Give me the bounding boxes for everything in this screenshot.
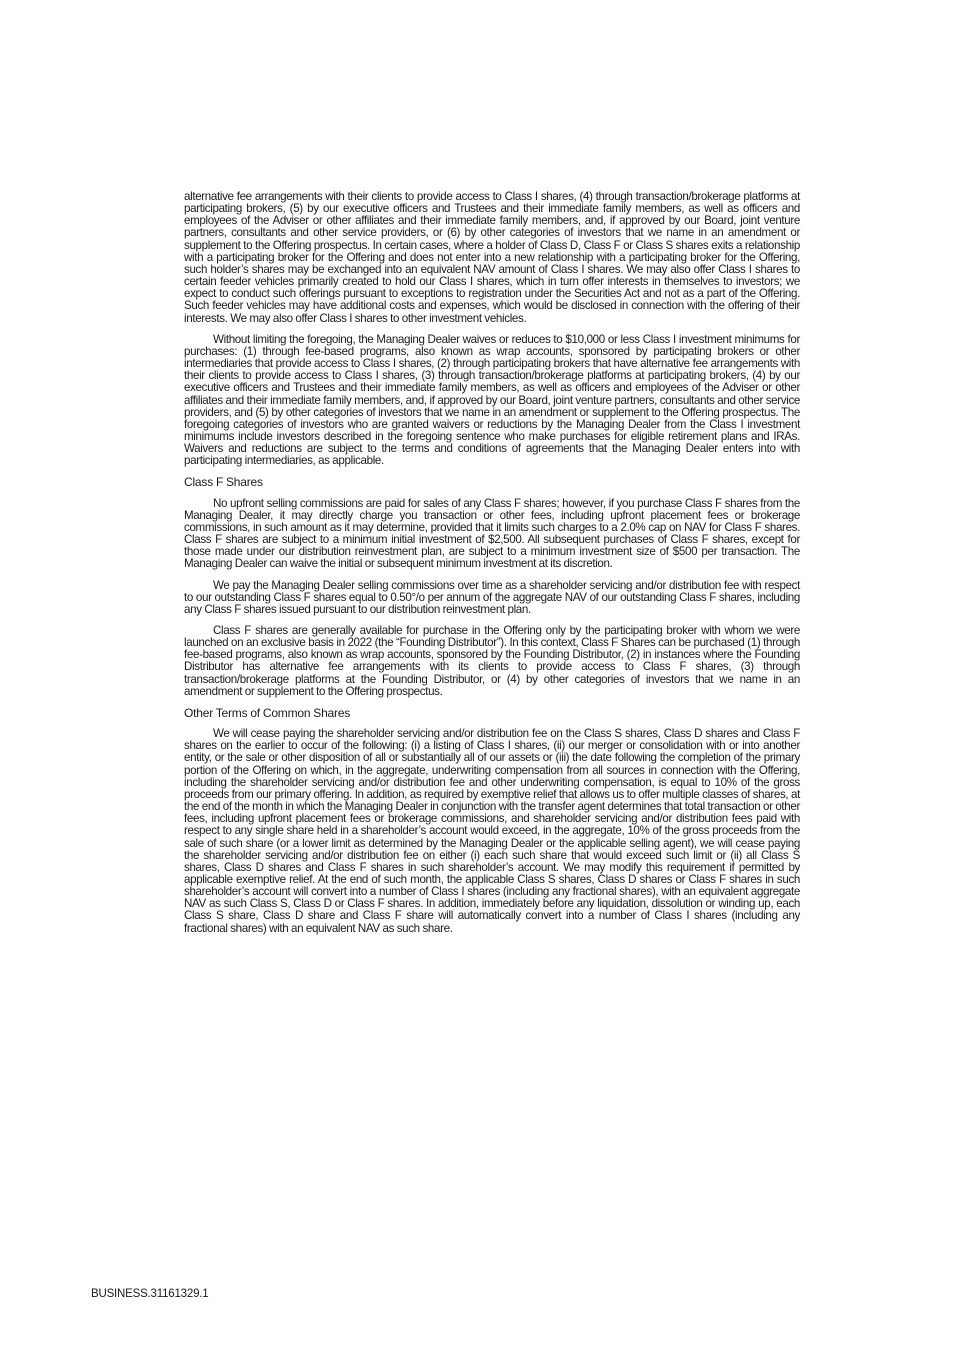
paragraph-class-f-commissions: No upfront selling commissions are paid for sales of any Class F shares; however, if you purchase Class F shares from the Managing Dealer, it may directly charge you transaction or other fees, including upfront placement fees or brokerage commissions, in such amount as it may determine, provided that it limits such charges to a 2.0% cap on NAV for Class F shares. Class F shares are subject to a minimum initial investment of $2,500. All subsequent purchases of Class F shares, except for those made under our distribution reinvestment plan, are subject to a minimum investment size of $500 per transaction. The Managing Dealer can waive the initial or subsequent minimum investment at its discretion. (184, 496, 800, 571)
document-body (184, 191, 800, 944)
paragraph-continuation: alternative fee arrangements with their clients to provide access to Class I shares, (4) through transaction/brokerage platforms at participating brokers, (5) by our executive officers and Trustees and their immediate family members, as well as officers and employees of the Adviser or other affiliates and their immediate family members, and, if approved by our Board, joint venture partners, consultants and other service providers, or (6) by other categories of investors that we name in an amendment or supplement to the Offering prospectus. In certain cases, where a holder of Class D, Class F or Class S shares exits a relationship with a participating broker for the Offering and does not enter into a new relationship with a participating broker for the Offering, such holder’s shares may be exchanged into an equivalent NAV amount of Class I shares. We may also offer Class I shares to certain feeder vehicles primarily created to hold our Class I shares, which in turn offer interests in themselves to investors; we expect to conduct such offerings pursuant to exceptions to registration under the Securities Act and not as a part of the Offering. Such feeder vehicles may have additional costs and expenses, which would be disclosed in connection with the offering of their interests. We may also offer Class I shares to other investment vehicles. (184, 190, 800, 325)
paragraph-other-terms: We will cease paying the shareholder servicing and/or distribution fee on the Class S shares, Class D shares and Class F shares on the earlier to occur of the following: (i) a listing of Class I shares, (ii) our merger or consolidation with or into another entity, or the sale or other disposition of all or substantially all of our assets or (iii) the date following the completion of the primary portion of the Offering on which, in the aggregate, underwriting compensation from all sources in connection with the Offering, including the shareholder servicing and/or distribution fee and other underwriting compensation, is equal to 10% of the gross proceeds from our primary offering. In addition, as required by exemptive relief that allows us to offer multiple classes of shares, at the end of the month in which the Managing Dealer in conjunction with the transfer agent determines that total transaction or other fees, including upfront placement fees or brokerage commissions, and shareholder servicing and/or distribution fees paid with respect to any single share held in a shareholder’s account would exceed, in the aggregate, 10% of the gross proceeds from the sale of such share (or a lower limit as determined by the Managing Dealer or the applicable selling agent), we will cease paying the shareholder servicing and/or distribution fee on either (i) each such share that would exceed such limit or (ii) all Class S shares, Class D shares and Class F shares in such shareholder’s account. We may modify this requirement if permitted by applicable exemptive relief. At the end of such month, the applicable Class S shares, Class D shares or Class F shares in such shareholder’s account will convert into a number of Class I shares (including any fractional shares), with an equivalent aggregate NAV as such Class S, Class D or Class F shares. In addition, immediately before any liquidation, dissolution or winding up, each Class S share, Class D share and Class F share will automatically convert into a number of Class I shares (including any fractional shares) with an equivalent NAV as such share. (184, 727, 800, 935)
paragraph-investment-minimums: Without limiting the foregoing, the Managing Dealer waives or reduces to $10,000 or less Class I investment minimums for purchases: (1) through fee-based programs, also known as wrap accounts, sponsored by participating brokers or other intermediaries that provide access to Class I shares, (2) through participating brokers that have alternative fee arrangements with their clients to provide access to Class I shares, (3) through transaction/brokerage platforms at participating brokers, (4) by our executive officers and Trustees and their immediate family members, as well as officers and employees of the Adviser or other affiliates and their immediate family members, and, if approved by our Board, joint venture partners, consultants and other service providers, and (5) by other categories of investors that we name in an amendment or supplement to the Offering prospectus. The foregoing categories of investors who are granted waivers or reductions by the Managing Dealer from the Class I investment minimums include investors described in the foregoing sentence who make purchases for eligible retirement plans and IRAs. Waivers and reductions are subject to the terms and conditions of agreements that the Managing Dealer enters into with participating intermediaries, as applicable. (184, 332, 800, 468)
paragraph-class-f-availability: Class F shares are generally available for purchase in the Offering only by the participating broker with whom we were launched on an exclusive basis in 2022 (the “Founding Distributor”). In this context, Class F Shares can be purchased (1) through fee-based programs, also known as wrap accounts, sponsored by the Founding Distributor, (2) in instances where the Founding Distributor has alternative fee arrangements with its clients to provide access to Class F shares, (3) through transaction/brokerage platforms at the Founding Distributor, or (4) by other categories of investors that we name in an amendment or supplement to the Offering prospectus. (184, 624, 800, 698)
section-heading-other-terms: Other Terms of Common Shares (184, 705, 351, 720)
paragraph-class-f-servicing-fee: We pay the Managing Dealer selling commissions over time as a shareholder servicing and/or distribution fee with respect to our outstanding Class F shares equal to 0.50°/o per annum of the aggregate NAV of our outstanding Class F shares, including any Class F shares issued pursuant to our distribution reinvestment plan. (184, 578, 800, 616)
document-footer-id: BUSINESS.31161329.1 (91, 1288, 209, 1300)
section-heading-class-f-shares: Class F Shares (184, 475, 263, 490)
